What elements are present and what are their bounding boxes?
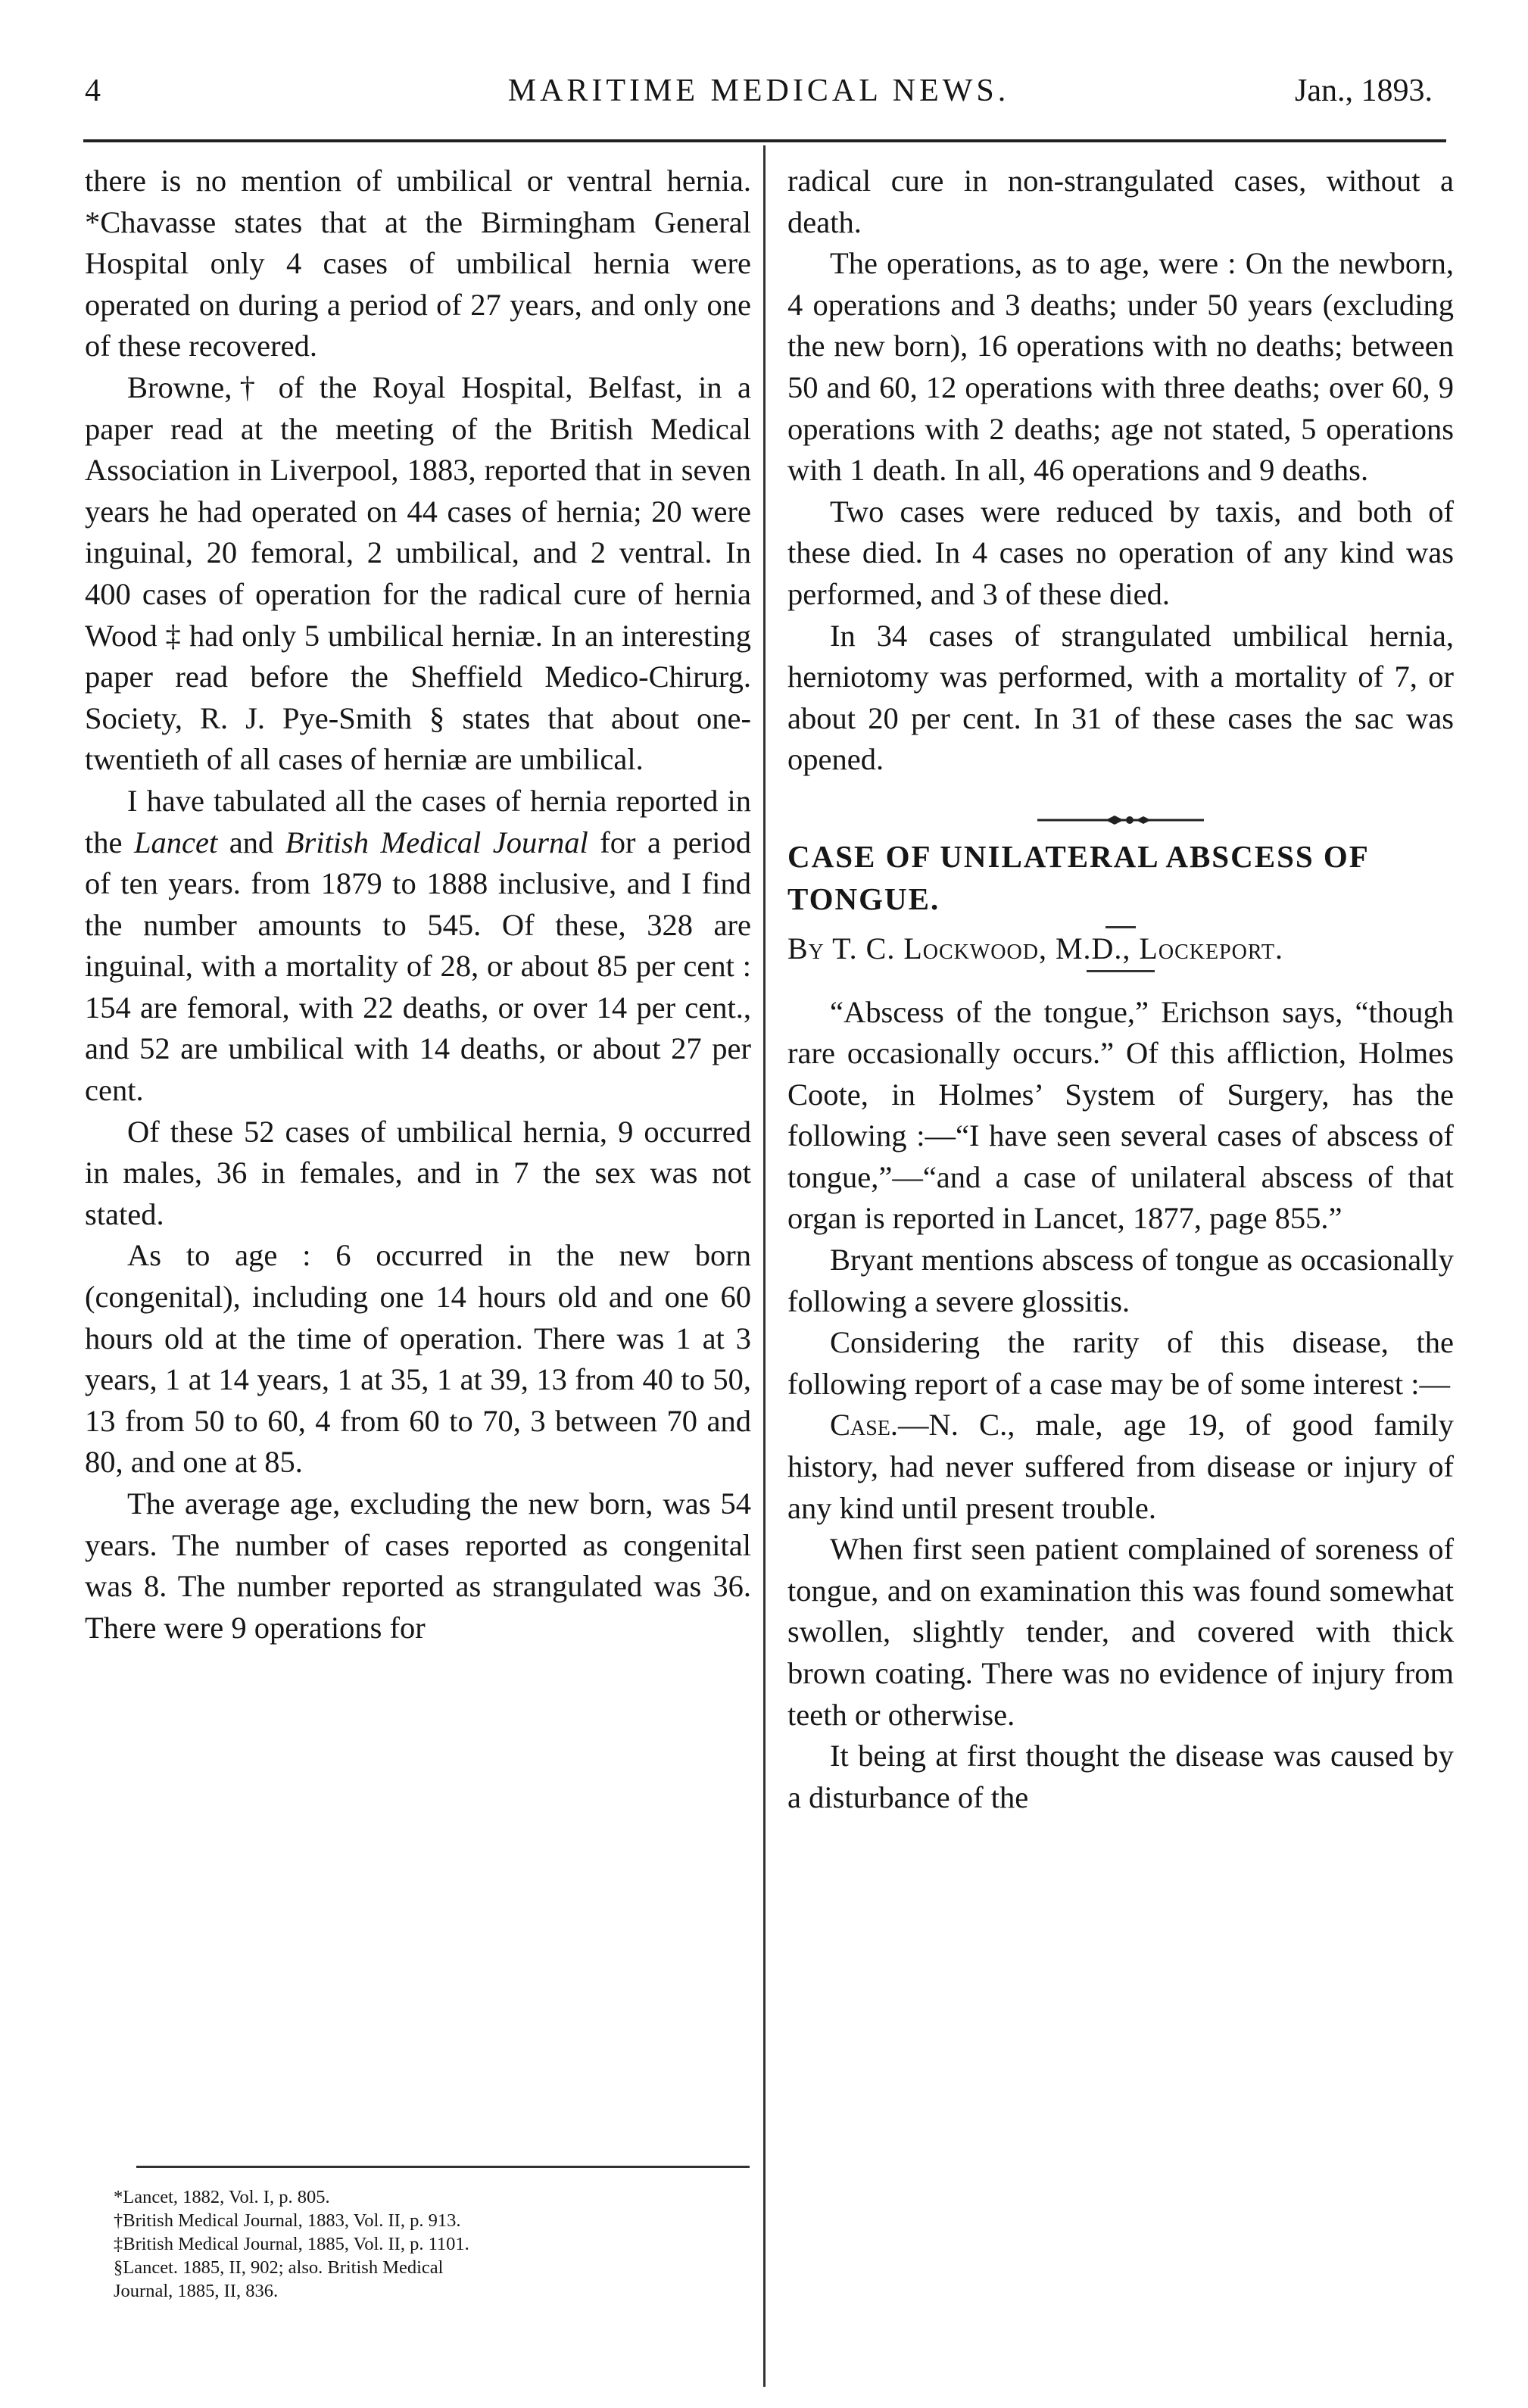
footnote-continued: Journal, 1885, II, 836. (114, 2281, 279, 2301)
article-title-line2: TONGUE. (787, 881, 940, 916)
page-number: 4 (85, 73, 101, 108)
paragraph: Two cases were reduced by taxis, and both of these died. In 4 cases no operation of any kind was performed, and 3 of these died. (787, 494, 1454, 611)
paragraph: Browne,† of the Royal Hospital, Belfast, in a paper read at the meeting of the British Medical Association in Liverpool, 1883, reported that in seven years he had operated on 44 cases of hernia; 20 were inguinal, 20 femoral, 2 umbilical, and 2 ventral. In 400 cases of operation for the radical cure of hernia Wood ‡ had only 5 umbilical herniæ. In an interesting paper read before the Sheffield Medico-Chirurg. Society, R. J. Pye-Smith § states that about one-twentieth of all cases of herniæ are umbilical. (85, 370, 751, 777)
journal-name-bmj: British Medical Journal (285, 825, 588, 859)
text-run: —N. C., male, age 19, of good family history, had never suffered from disease or injury of any kind until present trouble. (787, 1408, 1454, 1525)
paragraph: The average age, excluding the new born, was 54 years. The number of cases reported as congenital was 8. The number reported as strangulated was 36. There were 9 operations for (85, 1486, 751, 1645)
paragraph: radical cure in non-strangulated cases, without a death. (787, 164, 1454, 239)
paragraph: It being at first thought the disease was caused by a disturbance of the (787, 1739, 1454, 1814)
paragraph: Of these 52 cases of umbilical hernia, 9 occurred in males, 36 in females, and in 7 the sex was not stated. (85, 1114, 751, 1231)
text-run: and (217, 825, 285, 859)
journal-title: MARITIME MEDICAL NEWS. (507, 73, 1010, 108)
issue-date: Jan., 1893. (1295, 73, 1433, 108)
footnote: §Lancet. 1885, II, 902; also. British Medical (114, 2257, 444, 2278)
column-divider (763, 145, 766, 2387)
ornament-rule-icon (1030, 813, 1211, 828)
case-label: Case. (830, 1408, 899, 1443)
header-rule (83, 139, 1446, 142)
ornament-separator (787, 797, 1454, 813)
byline-rule (1087, 970, 1155, 972)
footnote: *Lancet, 1882, Vol. I, p. 805. (114, 2187, 330, 2207)
paragraph: In 34 cases of strangulated umbilical hernia, herniotomy was performed, with a mortality of 7, or about 20 per cent. In 31 of these cases the sac was opened. (787, 618, 1454, 777)
footnote: †British Medical Journal, 1883, Vol. II, p. 913. (114, 2210, 461, 2231)
text-run: for a period of ten years. from 1879 to 1888 inclusive, and I find the number amounts to 545. Of these, 328 are inguinal, with a mortality of 28, or about 85 per cent : 154 are femoral, with 22 deaths, or over 14 per cent., and 52 are umbilical with 14 deaths, or about 27 per cent. (85, 825, 751, 1108)
page-header (85, 73, 1433, 126)
paragraph: As to age : 6 occurred in the new born (congenital), including one 14 hours old and one 60 hours old at the time of operation. There was 1 at 3 years, 1 at 14 years, 1 at 35, 1 at 39, 13 from 40 to 50, 13 from 50 to 60, 4 from 60 to 70, 3 between 70 and 80, and one at 85. (85, 1238, 751, 1480)
footnote: ‡British Medical Journal, 1885, Vol. II, p. 1101. (114, 2234, 469, 2254)
right-column (787, 161, 1454, 1818)
paragraph: there is no mention of umbilical or ventral hernia. *Chavasse states that at the Birmingham General Hospital only 4 cases of umbilical hernia were operated on during a period of 27 years, and only one of these recovered. (85, 164, 751, 363)
left-column (85, 161, 751, 1648)
paragraph (787, 1405, 1454, 1529)
text-run: I have tabulated all the cases of hernia reported in the (85, 783, 751, 859)
footnotes (114, 2185, 757, 2303)
footnote-rule (136, 2166, 750, 2168)
paragraph: “Abscess of the tongue,” Erichson says, “though rare occasionally occurs.” Of this affliction, Holmes Coote, in Holmes’ System of Surgery, has the following :—“I have seen several cases of abscess of tongue,”—“and a case of unilateral abscess of that organ is reported in Lancet, 1877, page 855.” (787, 994, 1454, 1236)
article-title: CASE OF UNILATERAL ABSCESS OF (787, 838, 1370, 874)
paragraph (85, 781, 751, 1112)
author-byline: By T. C. Lockwood, M.D., Lockeport. (787, 931, 1283, 965)
paragraph: The operations, as to age, were : On the newborn, 4 operations and 3 deaths; under 50 years (excluding the new born), 16 operations with no deaths; between 50 and 60, 12 operations with three deaths; over 60, 9 operations with 2 deaths; age not stated, 5 operations with 1 death. In all, 46 operations and 9 deaths. (787, 246, 1454, 488)
journal-name-lancet: Lancet (134, 825, 218, 859)
paragraph: When first seen patient complained of soreness of tongue, and on examination this was found somewhat swollen, slightly tender, and covered with thick brown coating. There was no evidence of injury from teeth or otherwise. (787, 1532, 1454, 1732)
paragraph: Considering the rarity of this disease, the following report of a case may be of some interest :— (787, 1325, 1454, 1401)
paragraph: Bryant mentions abscess of tongue as occasionally following a severe glossitis. (787, 1243, 1454, 1318)
